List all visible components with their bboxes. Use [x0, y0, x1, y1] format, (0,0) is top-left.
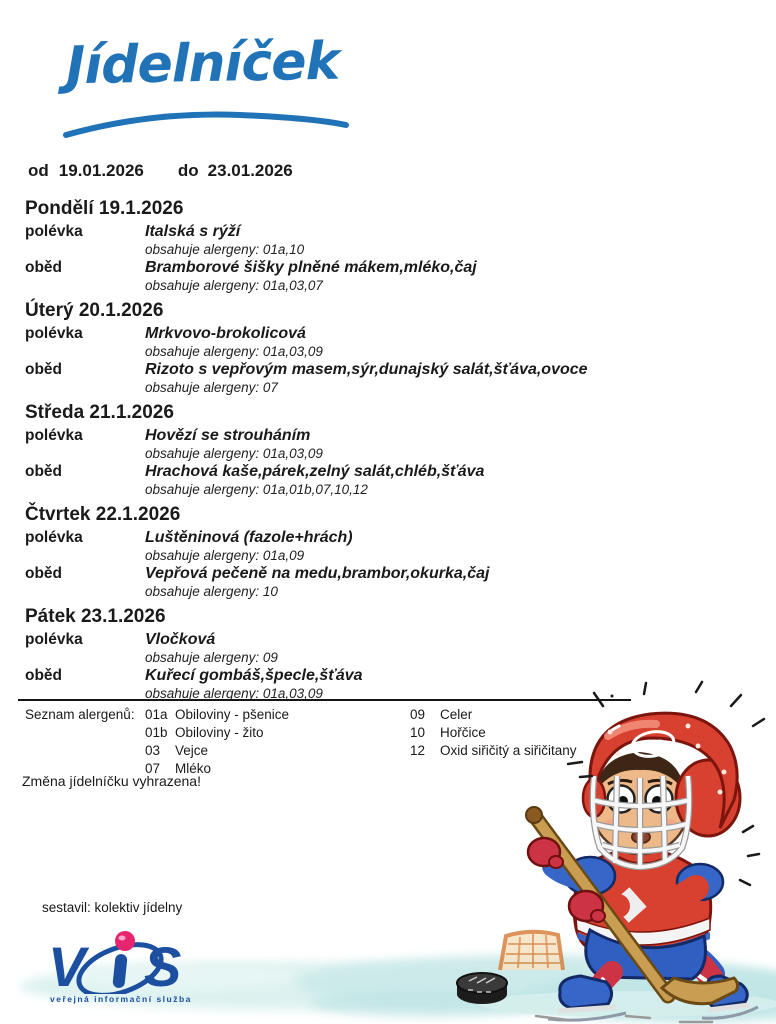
dish-name: Kuřecí gombáš,špecle,šťáva	[145, 667, 363, 684]
course-label: oběd	[25, 259, 63, 276]
allergen-legend-col2	[410, 706, 577, 760]
allergen-legend-label: Seznam alergenů:	[25, 707, 135, 722]
day-section-friday	[25, 607, 705, 703]
vis-letter-s: S	[144, 935, 182, 994]
course-label: polévka	[25, 631, 83, 648]
dish-name: Hrachová kaše,párek,zelný salát,chléb,šťáva	[145, 463, 485, 480]
separator-line	[18, 699, 631, 701]
vis-logo-subtitle: veřejná informační služba	[50, 994, 192, 1004]
author-note: sestavil: kolektiv jídelny	[42, 900, 183, 915]
day-section-monday	[25, 199, 705, 295]
allergen-code: 01a	[145, 707, 168, 722]
allergen-item	[410, 724, 577, 742]
course-row	[25, 463, 705, 499]
course-label: oběd	[25, 667, 63, 684]
allergen-name: Oxid siřičitý a siřičitany	[440, 743, 577, 758]
dish-allergens: obsahuje alergeny: 07	[145, 380, 278, 395]
course-row	[25, 361, 705, 397]
dish-name: Vepřová pečeně na medu,brambor,okurka,čaj	[145, 565, 490, 582]
allergen-code: 12	[410, 743, 426, 758]
course-row	[25, 427, 705, 463]
day-title: Úterý 20.1.2026	[25, 300, 164, 321]
course-label: polévka	[25, 223, 83, 240]
course-label: oběd	[25, 361, 63, 378]
allergen-code: 09	[410, 707, 426, 722]
menu-change-note: Změna jídelníčku vyhrazena!	[22, 773, 201, 789]
dish-allergens: obsahuje alergeny: 01a,03,09	[145, 344, 323, 359]
page-title: Jídelníček	[65, 31, 340, 97]
course-label: polévka	[25, 325, 83, 342]
allergen-name: Vejce	[175, 743, 209, 758]
allergen-name: Celer	[440, 707, 473, 722]
allergen-code: 03	[145, 743, 161, 758]
dish-allergens: obsahuje alergeny: 01a,10	[145, 242, 305, 257]
allergen-item	[410, 706, 577, 724]
dish-allergens: obsahuje alergeny: 01a,09	[145, 548, 305, 563]
allergen-item	[410, 742, 577, 760]
date-to-label: do	[177, 161, 199, 180]
allergen-legend	[25, 706, 289, 778]
course-label: oběd	[25, 565, 63, 582]
puck-icon	[457, 973, 507, 1004]
title-underline-swoosh	[60, 108, 352, 142]
vis-logo	[48, 928, 208, 1020]
allergen-name: Hořčice	[440, 725, 486, 740]
date-range	[28, 161, 293, 181]
course-row	[25, 565, 705, 601]
day-section-wednesday	[25, 403, 705, 499]
day-title: Pátek 23.1.2026	[25, 606, 166, 627]
course-row	[25, 667, 705, 703]
dish-allergens: obsahuje alergeny: 09	[145, 650, 278, 665]
dish-allergens: obsahuje alergeny: 01a,01b,07,10,12	[145, 482, 368, 497]
goal-net-icon	[500, 932, 563, 970]
dish-name: Vločková	[145, 631, 216, 648]
allergen-legend-col1	[145, 706, 289, 778]
vis-letter-v: V	[48, 935, 86, 994]
allergen-name: Mléko	[175, 761, 212, 776]
dish-name: Mrkvovo-brokolicová	[145, 325, 306, 342]
vis-dot-highlight	[119, 936, 126, 941]
dish-name: Hovězí se strouháním	[145, 427, 311, 444]
allergen-item	[145, 742, 289, 760]
day-section-thursday	[25, 505, 705, 601]
weekly-menu	[25, 199, 705, 709]
dish-name: Italská s rýží	[145, 223, 241, 240]
vis-letter-i-stem	[112, 953, 127, 988]
day-title: Pondělí 19.1.2026	[25, 198, 184, 219]
dish-allergens: obsahuje alergeny: 01a,03,09	[145, 446, 323, 461]
dish-name: Bramborové šišky plněné mákem,mléko,čaj	[145, 259, 477, 276]
dish-name: Luštěninová (fazole+hrách)	[145, 529, 353, 546]
date-from-label: od	[28, 161, 49, 180]
course-row	[25, 223, 705, 259]
course-row	[25, 631, 705, 667]
day-section-tuesday	[25, 301, 705, 397]
day-title: Čtvrtek 22.1.2026	[25, 504, 181, 525]
allergen-code: 07	[145, 761, 161, 776]
allergen-code: 01b	[145, 725, 168, 740]
allergen-item	[145, 724, 289, 742]
dish-allergens: obsahuje alergeny: 01a,03,07	[145, 278, 323, 293]
dish-name: Rizoto s vepřovým masem,sýr,dunajský salát,šťáva,ovoce	[145, 361, 588, 378]
course-row	[25, 325, 705, 361]
allergen-item	[145, 706, 289, 724]
course-label: polévka	[25, 529, 83, 546]
allergen-name: Obiloviny - žito	[175, 725, 264, 740]
date-from-value: 19.01.2026	[58, 161, 144, 180]
day-title: Středa 21.1.2026	[25, 402, 174, 423]
dish-allergens: obsahuje alergeny: 10	[145, 584, 278, 599]
dish-allergens: obsahuje alergeny: 01a,03,09	[145, 686, 323, 701]
course-label: polévka	[25, 427, 83, 444]
vis-pink-dot	[115, 931, 135, 951]
course-row	[25, 259, 705, 295]
course-label: oběd	[25, 463, 63, 480]
date-to-value: 23.01.2026	[207, 161, 293, 180]
vis-logo-mark	[48, 928, 208, 994]
allergen-code: 10	[410, 725, 426, 740]
allergen-name: Obiloviny - pšenice	[175, 707, 290, 722]
course-row	[25, 529, 705, 565]
